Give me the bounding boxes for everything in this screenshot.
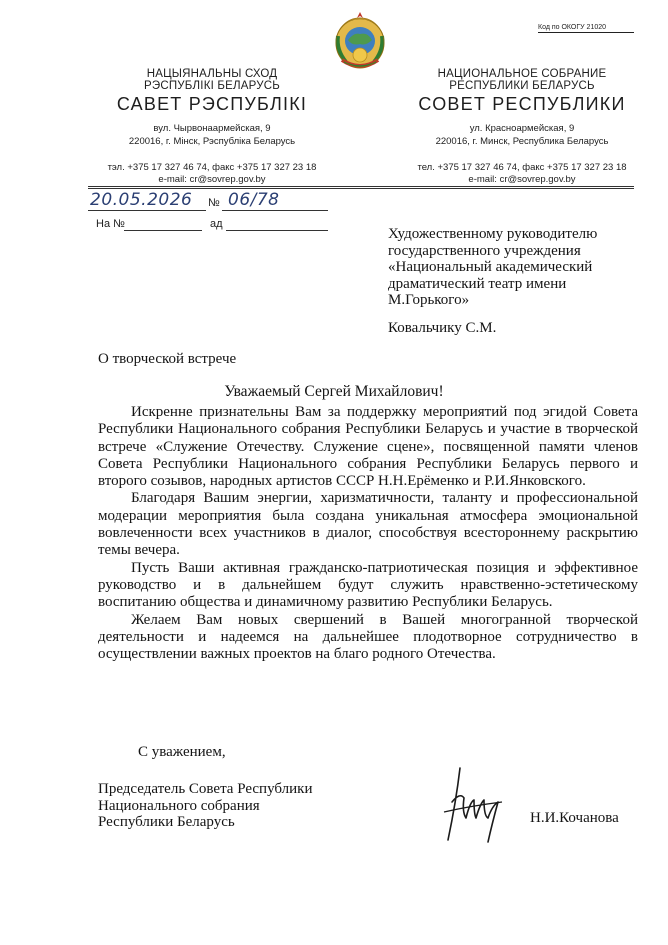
letter-body bbox=[98, 404, 638, 663]
reference-date-line bbox=[226, 230, 328, 231]
email-ru: e-mail: cr@sovrep.gov.by bbox=[468, 174, 576, 185]
body-paragraph: Искренне признательны Вам за поддержку мероприятий под эгидой Совета Республики Национального собрания Республики Беларусь и участие в творческой встрече «Служение Отечеству. Служение сцене», посвященной памяти членов Совета Республики Национального собрания Республики Беларусь первого и второго созывов, народных артистов СССР Н.Н.Ерёменко и Р.И.Янковского. bbox=[98, 404, 638, 490]
body-paragraph: Благодаря Вашим энергии, харизматичности, таланту и профессиональной модерации мероприятия была создана уникальная атмосфера эмоциональной вовлеченности всех участников в диалог, способствуя всестороннему раскрытию темы вечера. bbox=[98, 490, 638, 559]
signatory-position bbox=[98, 781, 312, 831]
addressee-block bbox=[388, 226, 648, 309]
address-line2-by: 220016, г. Мінск, Рэспубліка Беларусь bbox=[128, 136, 296, 147]
okogu-code: Код по ОКОГУ 21020 bbox=[538, 24, 634, 33]
addressee-line: «Национальный академический bbox=[388, 259, 593, 275]
header-divider-top bbox=[88, 186, 634, 187]
org-name-line2-ru: РЕСПУБЛИКИ БЕЛАРУСЬ bbox=[449, 80, 595, 92]
letter-subject: О творческой встрече bbox=[98, 351, 237, 367]
number-line bbox=[222, 210, 328, 211]
body-paragraph: Желаем Вам новых свершений в Вашей многогранной творческой деятельности и надеемся на дальнейшее плодотворное сотрудничество в осуществлении важных проектов на благо родного Отечества. bbox=[98, 611, 638, 663]
signatory-position-line: Национального собрания bbox=[98, 797, 260, 814]
header-divider-bottom bbox=[88, 188, 634, 189]
signatory-name: Н.И.Кочанова bbox=[530, 810, 619, 826]
phone-fax-by: тэл. +375 17 327 46 74, факс +375 17 327 23 18 bbox=[107, 162, 317, 173]
council-name-by: САВЕТ РЭСПУБЛІКІ bbox=[116, 94, 308, 114]
outgoing-number-label: № bbox=[208, 197, 220, 209]
header-russian bbox=[398, 68, 646, 186]
reference-number-label: На № bbox=[96, 218, 125, 230]
reference-number-line bbox=[124, 230, 202, 231]
address-line2-ru: 220016, г. Минск, Республика Беларусь bbox=[435, 136, 609, 147]
header-belarusian bbox=[88, 68, 336, 186]
signatory-position-line: Председатель Совета Республики bbox=[98, 781, 313, 797]
org-name-line1-ru: НАЦИОНАЛЬНОЕ СОБРАНИЕ bbox=[437, 68, 607, 80]
org-name-line1-by: НАЦЫЯНАЛЬНЫ СХОД bbox=[146, 68, 278, 80]
outgoing-date: 20.05.2026 bbox=[90, 190, 193, 210]
closing-phrase: С уважением, bbox=[138, 744, 226, 760]
addressee-line: государственного учреждения bbox=[388, 242, 581, 259]
salutation: Уважаемый Сергей Михайлович! bbox=[224, 383, 444, 400]
addressee-line: М.Горького» bbox=[388, 292, 470, 308]
email-by: e-mail: cr@sovrep.gov.by bbox=[158, 174, 266, 185]
signatory-position-line: Республики Беларусь bbox=[98, 814, 235, 830]
addressee-line: Художественному руководителю bbox=[388, 226, 598, 242]
address-line1-ru: ул. Красноармейская, 9 bbox=[469, 123, 575, 134]
addressee-name: Ковальчику С.М. bbox=[388, 320, 497, 336]
date-line bbox=[88, 210, 206, 211]
body-paragraph: Пусть Ваши активная гражданско-патриотическая позиция и эффективное руководство и в дальнейшем будут служить нравственно-эстетическому воспитанию общества и динамичному развитию Республики Беларусь. bbox=[98, 559, 638, 611]
handwritten-signature bbox=[430, 762, 510, 848]
reference-date-label: ад bbox=[210, 218, 223, 230]
address-line1-by: вул. Чырвонаармейская, 9 bbox=[153, 123, 271, 134]
phone-fax-ru: тел. +375 17 327 46 74, факс +375 17 327 23 18 bbox=[417, 162, 627, 173]
outgoing-number: 06/78 bbox=[228, 190, 280, 210]
council-name-ru: СОВЕТ РЕСПУБЛИКИ bbox=[418, 94, 626, 114]
belarus-state-emblem-icon bbox=[332, 10, 388, 72]
org-name-line2-by: РЭСПУБЛІКІ БЕЛАРУСЬ bbox=[144, 80, 280, 92]
addressee-line: драматический театр имени bbox=[388, 275, 567, 292]
